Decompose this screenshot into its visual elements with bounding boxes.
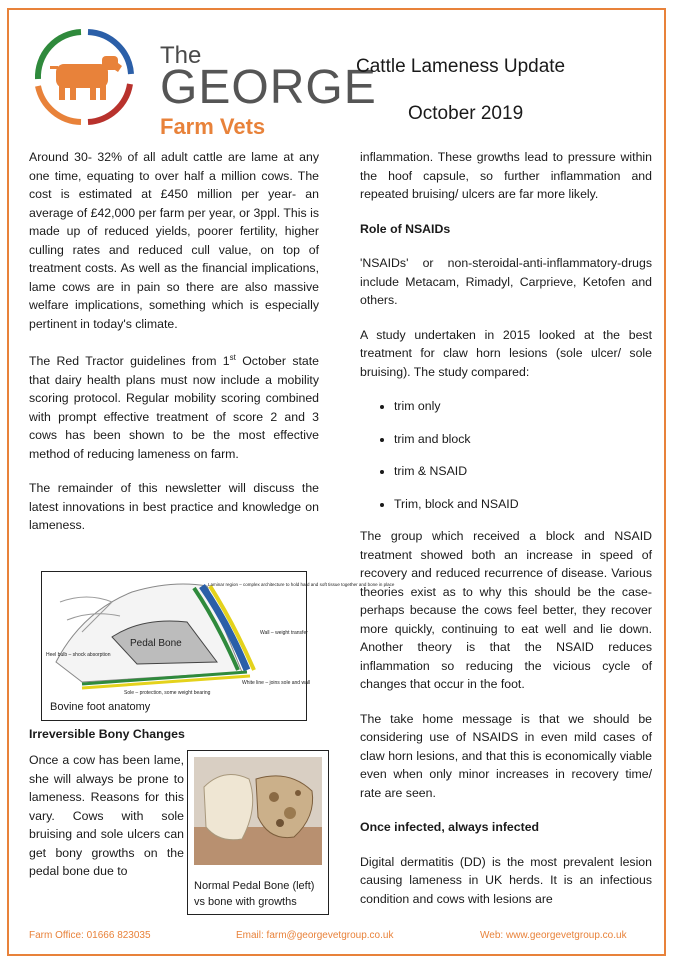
footer-email-link[interactable]: Email: farm@georgevetgroup.co.uk xyxy=(236,930,394,941)
paragraph-study: A study undertaken in 2015 looked at the best treatment for claw horn lesions (sole ulcer/ sole bruising). The study compared: xyxy=(360,327,652,379)
list-item: • trim only xyxy=(394,397,652,416)
red-tractor-text-a: The Red Tractor guidelines from 1 xyxy=(29,354,230,369)
paragraph-results: The group which received a block and NSAID treatment showed both an increase in speed of recovery and reduced recurrence of disease. Various theories exist as to why this should be the case- perhaps because the cows feel better, they recover more quickly, continuing to eat well and lie down. Another theory is that the NSAID reduces inflammation so reducing the vicious cycle of changes that occur in the foot. xyxy=(360,529,652,691)
foot-anatomy-diagram-icon xyxy=(42,572,395,697)
photo-caption: Normal Pedal Bone (left) vs bone with growths xyxy=(194,880,315,908)
label-wall: Wall – weight transfer xyxy=(260,630,308,636)
cow-icon xyxy=(50,56,122,100)
logo-ring-icon xyxy=(26,24,156,124)
bony-changes-text: Once a cow has been lame, she will always be prone to lameness. Reasons for this vary. Cows with sole bruising and sole ulcers can get bony growths on the pedal bone due to xyxy=(29,753,184,878)
pedal-bone-photo-figure xyxy=(187,750,329,915)
heading-once-infected: Once infected, always infected xyxy=(360,820,540,834)
logo-farm-vets: Farm Vets xyxy=(160,114,266,139)
label-heel-bulb: Heel bulb – shock absorption xyxy=(46,652,111,658)
diagram-caption: Bovine foot anatomy xyxy=(50,701,151,713)
red-tractor-text-b: October state that dairy health plans must now include a mobility scoring protocol. Regular mobility scoring combined with prompt effective treatment of score 2 and 3 cows has been shown to be the most effective method of reducing lameness on farm. xyxy=(29,354,320,461)
right-column xyxy=(360,148,652,924)
pedal-bone-photo-icon xyxy=(194,757,322,865)
treatment-list xyxy=(360,397,652,513)
list-item: • trim & NSAID xyxy=(394,462,652,481)
list-item: • Trim, block and NSAID xyxy=(394,495,652,514)
label-white-line: White line – joins sole and wall xyxy=(242,680,311,686)
paragraph-remainder: The remainder of this newsletter will discuss the latest innovations in best practice and knowledge on lameness. xyxy=(29,481,319,533)
paragraph-inflammation: inflammation. These growths lead to pressure within the hoof capsule, so further inflammation and repeated bruising/ ulcers are far more likely. xyxy=(360,150,652,201)
logo-the: The xyxy=(160,42,202,69)
paragraph-red-tractor xyxy=(29,349,319,463)
left-column xyxy=(29,148,319,551)
newsletter-date: October 2019 xyxy=(408,103,524,124)
foot-anatomy-figure xyxy=(41,571,395,721)
george-farm-vets-logo xyxy=(26,24,377,139)
list-item: • trim and block xyxy=(394,430,652,449)
bony-changes-heading: Irreversible Bony Changes xyxy=(29,727,185,741)
paragraph-take-home: The take home message is that we should be considering use of NSAIDS in even mild cases of claw horn lesions, and that this is economically viable even when only minor increases in recovery time/ rate are seen. xyxy=(360,711,652,800)
label-pedal-bone: Pedal Bone xyxy=(130,638,182,649)
label-sole: Sole – protection, some weight bearing xyxy=(124,690,211,696)
paragraph-digital-dermatitis: Digital dermatitis (DD) is the most prevalent lesion causing lameness in UK herds. It is an infectious condition and cows with lesions are xyxy=(360,854,652,906)
logo-george: GEORGE xyxy=(160,61,377,114)
footer-office-phone: Farm Office: 01666 823035 xyxy=(29,930,151,941)
label-laminar: Laminar region – complex architecture to hold hard and soft tissue together and bone in place xyxy=(208,582,395,587)
footer-web-link[interactable]: Web: www.georgevetgroup.co.uk xyxy=(480,930,627,941)
paragraph-nsaids-def: 'NSAIDs' or non-steroidal-anti-inflammatory-drugs include Metacam, Rimadyl, Carprieve, Ketofen and others. xyxy=(360,256,652,307)
newsletter-title: Cattle Lameness Update xyxy=(356,56,566,77)
red-tractor-sup: st xyxy=(229,353,236,362)
paragraph-intro: Around 30- 32% of all adult cattle are lame at any one time, equating to over half a million cows. The cost is estimated at £450 million per year- an average of £42,000 per farm per year, or 3ppl. This is made up of reduced yields, poorer fertility, higher culling rates and reduced cull value, on top of treatment costs. As well as the financial implications, lame cows are in pain so there are also massive welfare implications, something which is especially pertinent in today's climate. xyxy=(29,150,319,331)
heading-role-nsaids: Role of NSAIDs xyxy=(360,221,451,236)
